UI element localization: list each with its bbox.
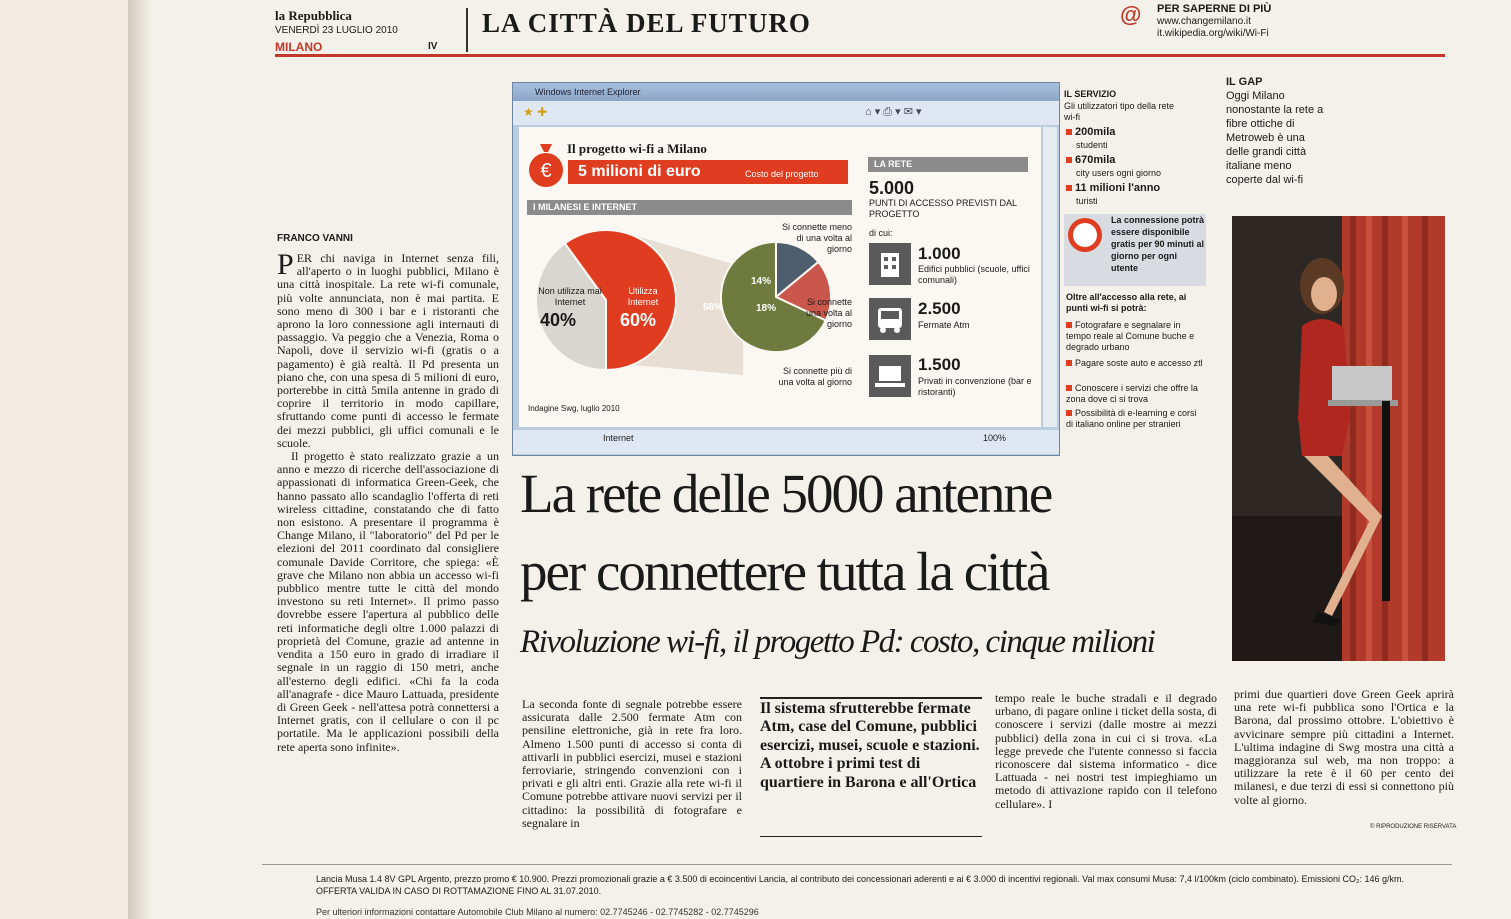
free-time-text: La connessione potrà essere disponibile gratis per 90 minuti al giorno per ogni utente (1111, 215, 1205, 273)
favorites-star-icon[interactable]: ★ ✚ (523, 105, 548, 119)
subheadline: Rivoluzione wi-fi, il progetto Pd: costo, cinque milioni (520, 624, 1155, 660)
label-piu-volte: Si connette più di una volta al giorno (778, 366, 852, 387)
article-column-2: La seconda fonte di segnale potrebbe essere assicurata dalle 2.500 fermate Atm con pensiline elettroniche, già in rete fra loro. Almeno 1.500 punti di accesso si conta di attivarli in pubblici esercizi, musei e stazioni ferroviarie, stringendo convenzioni con i privati e gli altri enti. Grazie alla rete wi-fi il Comune potrebbe attivare nuovi servizi per il cittadino: la possibilità di fotografare e segnalare in (522, 697, 742, 830)
article-paragraph-1: ER chi naviga in Internet senza fili, all'aperto o in luoghi pubblici, Milano è una città inospitale. La rete wi-fi comunale, più volte annunciata, non è mai partita. E sono meno di 300 i bar e i ristoranti che aprono la loro connessione agli internauti di passaggio. Va peggio che a Venezia, Roma o Napoli, dove il servizio wi-fi (gratis o a pagamento) è già realtà. Il Pd presenta un piano che, con una spesa di 5 milioni di euro, porterebbe in città 5mila antenne in grado di coprire il territorio in modo capillare, sfruttando come punti di accesso le fermate dei mezzi pubblici, gli uffici comunali e le scuole. (277, 251, 499, 450)
pie-pct-utilizza: 60% (620, 310, 657, 330)
rete-dicui: di cui: (869, 228, 893, 238)
pie-label-non-utilizza: Non utilizza mai Internet (538, 286, 602, 307)
drop-cap: P (277, 248, 294, 281)
article-column-1 (277, 248, 499, 754)
article-column-5: primi due quartieri dove Green Geek aprirà una rete wi-fi pubblica sono l'Ortica e la Barona, dal prossimo ottobre. L'obiettivo è avvicinare sempre più cittadini a Internet. L'ultima indagine di Swg mostra una città a maggioranza sul web, ma non troppo: a utilizzare la rete è il 60 per cento dei milanesi, e due terzi di essi si connettono più volte al giorno. (1234, 687, 1454, 807)
browser-title-bar: Windows Internet Explorer (513, 83, 1059, 101)
quote-rule-top (760, 697, 982, 699)
milanesi-header: I MILANESI E INTERNET (527, 200, 852, 215)
link-wikipedia[interactable]: it.wikipedia.org/wiki/Wi-Fi (1157, 28, 1269, 39)
gap-title: IL GAP (1226, 76, 1263, 88)
project-title: Il progetto wi-fi a Milano (567, 141, 707, 156)
clock-face (1073, 223, 1097, 247)
service-title: IL SERVIZIO (1064, 89, 1117, 99)
pie-pct-68: 68% (703, 302, 724, 313)
headline-line-1: La rete delle 5000 antenne (520, 463, 1052, 524)
previous-page-edge (0, 0, 129, 919)
page-title: LA CITTÀ DEL FUTURO (482, 8, 811, 38)
feature-0: Fotografare e segnalare in tempo reale al Comune buche e degrado urbano (1066, 320, 1195, 352)
ad-separator (262, 864, 1452, 865)
laptop-icon (869, 355, 911, 397)
service-description: Gli utilizzatori tipo della rete wi-fi (1064, 101, 1175, 122)
service-item-2: 11 milioni l'anno (1066, 182, 1160, 194)
page-fold (128, 0, 152, 919)
byline: FRANCO VANNI (277, 233, 353, 244)
survey-source: Indagine Swg, luglio 2010 (528, 404, 620, 413)
header-rule (275, 54, 1445, 57)
gap-text: Oggi Milano nonostante la rete a fibre ottiche di Metroweb è una delle grandi città italiane meno coperte dal wi-fi (1226, 90, 1324, 186)
service-item-1: 670mila (1066, 154, 1115, 166)
browser-scrollbar[interactable] (1043, 127, 1057, 427)
masthead: la Repubblica (275, 8, 352, 23)
ad-line-2: OFFERTA VALIDA IN CASO DI ROTTAMAZIONE FINO AL 31.07.2010. (316, 886, 602, 896)
article-column-4: tempo reale le buche stradali e il degrado urbano, di pagare online i ticket della sosta, di conoscere i servizi (dalle mostre ai mezzi pubblici) della zona in cui ci si trova. «La legge prevede che l'utente connesso si faccia riconoscere dal sistema informatico - dice Lattuada - nei nostri test impieghiamo un metodo di attivazione rapido con il telefono cellulare». I (995, 691, 1217, 811)
more-info-title: PER SAPERNE DI PIÙ (1157, 3, 1272, 15)
woman-laptop-photo (1232, 216, 1445, 661)
header-separator (466, 8, 468, 52)
cost-label: Costo del progetto (745, 169, 819, 179)
quote-rule-bottom (760, 836, 982, 837)
label-meno-una-volta: Si connette meno di una volta al giorno (781, 222, 852, 254)
at-icon: @ (1120, 2, 1142, 27)
section-name: MILANO (275, 40, 323, 54)
link-changemilano[interactable]: www.changemilano.it (1157, 16, 1251, 27)
access-points-0-desc: Edifici pubblici (scuole, uffici comunali) (918, 264, 1030, 285)
access-points-1-desc: Fermate Atm (918, 320, 970, 330)
access-points-1-num: 2.500 (918, 299, 961, 318)
features-intro: Oltre all'accesso alla rete, ai punti wi-fi si potrà: (1066, 292, 1187, 313)
feature-3: Possibilità di e-learning e corsi di italiano online per stranieri (1066, 408, 1197, 429)
feature-2: Conoscere i servizi che offre la zona dove ci si trova (1066, 383, 1198, 404)
rete-description: PUNTI DI ACCESSO PREVISTI DAL PROGETTO (869, 198, 1017, 219)
access-points-2-desc: Privati in convenzione (bar e ristoranti) (918, 376, 1032, 397)
headline-line-2: per connettere tutta la città (520, 541, 1049, 602)
rete-header: LA RETE (868, 157, 1028, 172)
pie-pct-18: 18% (756, 303, 777, 314)
cost-value: 5 milioni di euro (578, 163, 701, 180)
reproduction-notice: © RIPRODUZIONE RISERVATA (1370, 824, 1457, 830)
page-number: IV (428, 41, 438, 52)
money-bag-icon (527, 140, 565, 188)
service-item-1-label: city users ogni giorno (1076, 168, 1162, 178)
service-item-0-label: studenti (1076, 140, 1108, 150)
svg-text:€: € (540, 160, 552, 182)
building-icon (869, 243, 911, 285)
browser-toolbar (513, 101, 1059, 125)
feature-1: Pagare soste auto e accesso ztl (1066, 358, 1206, 369)
zoom-level[interactable]: 100% (983, 433, 1007, 443)
pie-pct-non-utilizza: 40% (540, 310, 577, 330)
browser-status-bar (513, 430, 1059, 454)
pull-quote: Il sistema sfrutterebbe fermate Atm, case del Comune, pubblici esercizi, musei, scuole e stazioni. A ottobre i primi test di quartiere in Barona e all'Ortica (760, 700, 980, 791)
pie-pct-14: 14% (751, 276, 772, 287)
ad-line-3: Per ulteriori informazioni contattare Automobile Club Milano al numero: 02.7745246 - 02.7745282 - 02.7745296 (316, 907, 759, 917)
article-paragraph-2: Il progetto è stato realizzato grazie a un anno e mezzo di ricerche dell'associazione di appassionati di informatica Green-Geek, che hanno passato allo scandaglio l'offerta di reti wireless cittadine, constatando che di fatto non esistono. A presentare il programma è Change Milano, il "laboratorio" del Pd per le elezioni del 2011 coordinato dal consigliere comunale Davide Corritore, che spiega: «È grave che Milano non abbia un accesso wi-fi pubblico mentre tutte le città del mondo investono su reti Internet». Il primo passo dovrebbe essere l'apertura al pubblico delle reti informatiche degli oltre 1.000 palazzi di proprietà del Comune, grazie ad antenne in vendita a 150 euro in grado di irradiare il segnale in un raggio di 150 metri, anche all'esterno degli edifici. «Chi fa la coda all'anagrafe - dice Mauro Lattuada, presidente di Green Geek - nell'attesa potrà connettersi a Internet gratis, con il cellulare o con il pc portatile. Ma le applicazioni possibili della rete aperta sono infinite». (277, 449, 499, 754)
service-item-2-label: turisti (1076, 196, 1098, 206)
page-date: VENERDÌ 23 LUGLIO 2010 (275, 25, 398, 36)
ad-line-1: Lancia Musa 1.4 8V GPL Argento, prezzo promo € 10.900. Prezzi promozionali grazie a € 3.500 di ecoincentivi Lancia, al contributo dei concessionari aderenti e ai € 3.000 di incentivi regionali. Val max consumi Musa: 7,4 l/100km (ciclo combinato). Emissioni CO₂: 146 g/km. (316, 874, 1405, 884)
browser-tool-icons[interactable]: ⌂ ▾ ⎙ ▾ ✉ ▾ (865, 106, 922, 118)
rete-total: 5.000 (869, 178, 915, 198)
access-points-0-num: 1.000 (918, 244, 961, 263)
bus-stop-icon (869, 298, 911, 340)
pie-label-utilizza: Utilizza Internet (627, 286, 659, 307)
access-points-2-num: 1.500 (918, 355, 961, 374)
label-una-volta: Si connette una volta al giorno (805, 297, 852, 329)
status-zone: Internet (603, 433, 634, 443)
service-item-0: 200mila (1066, 126, 1115, 138)
